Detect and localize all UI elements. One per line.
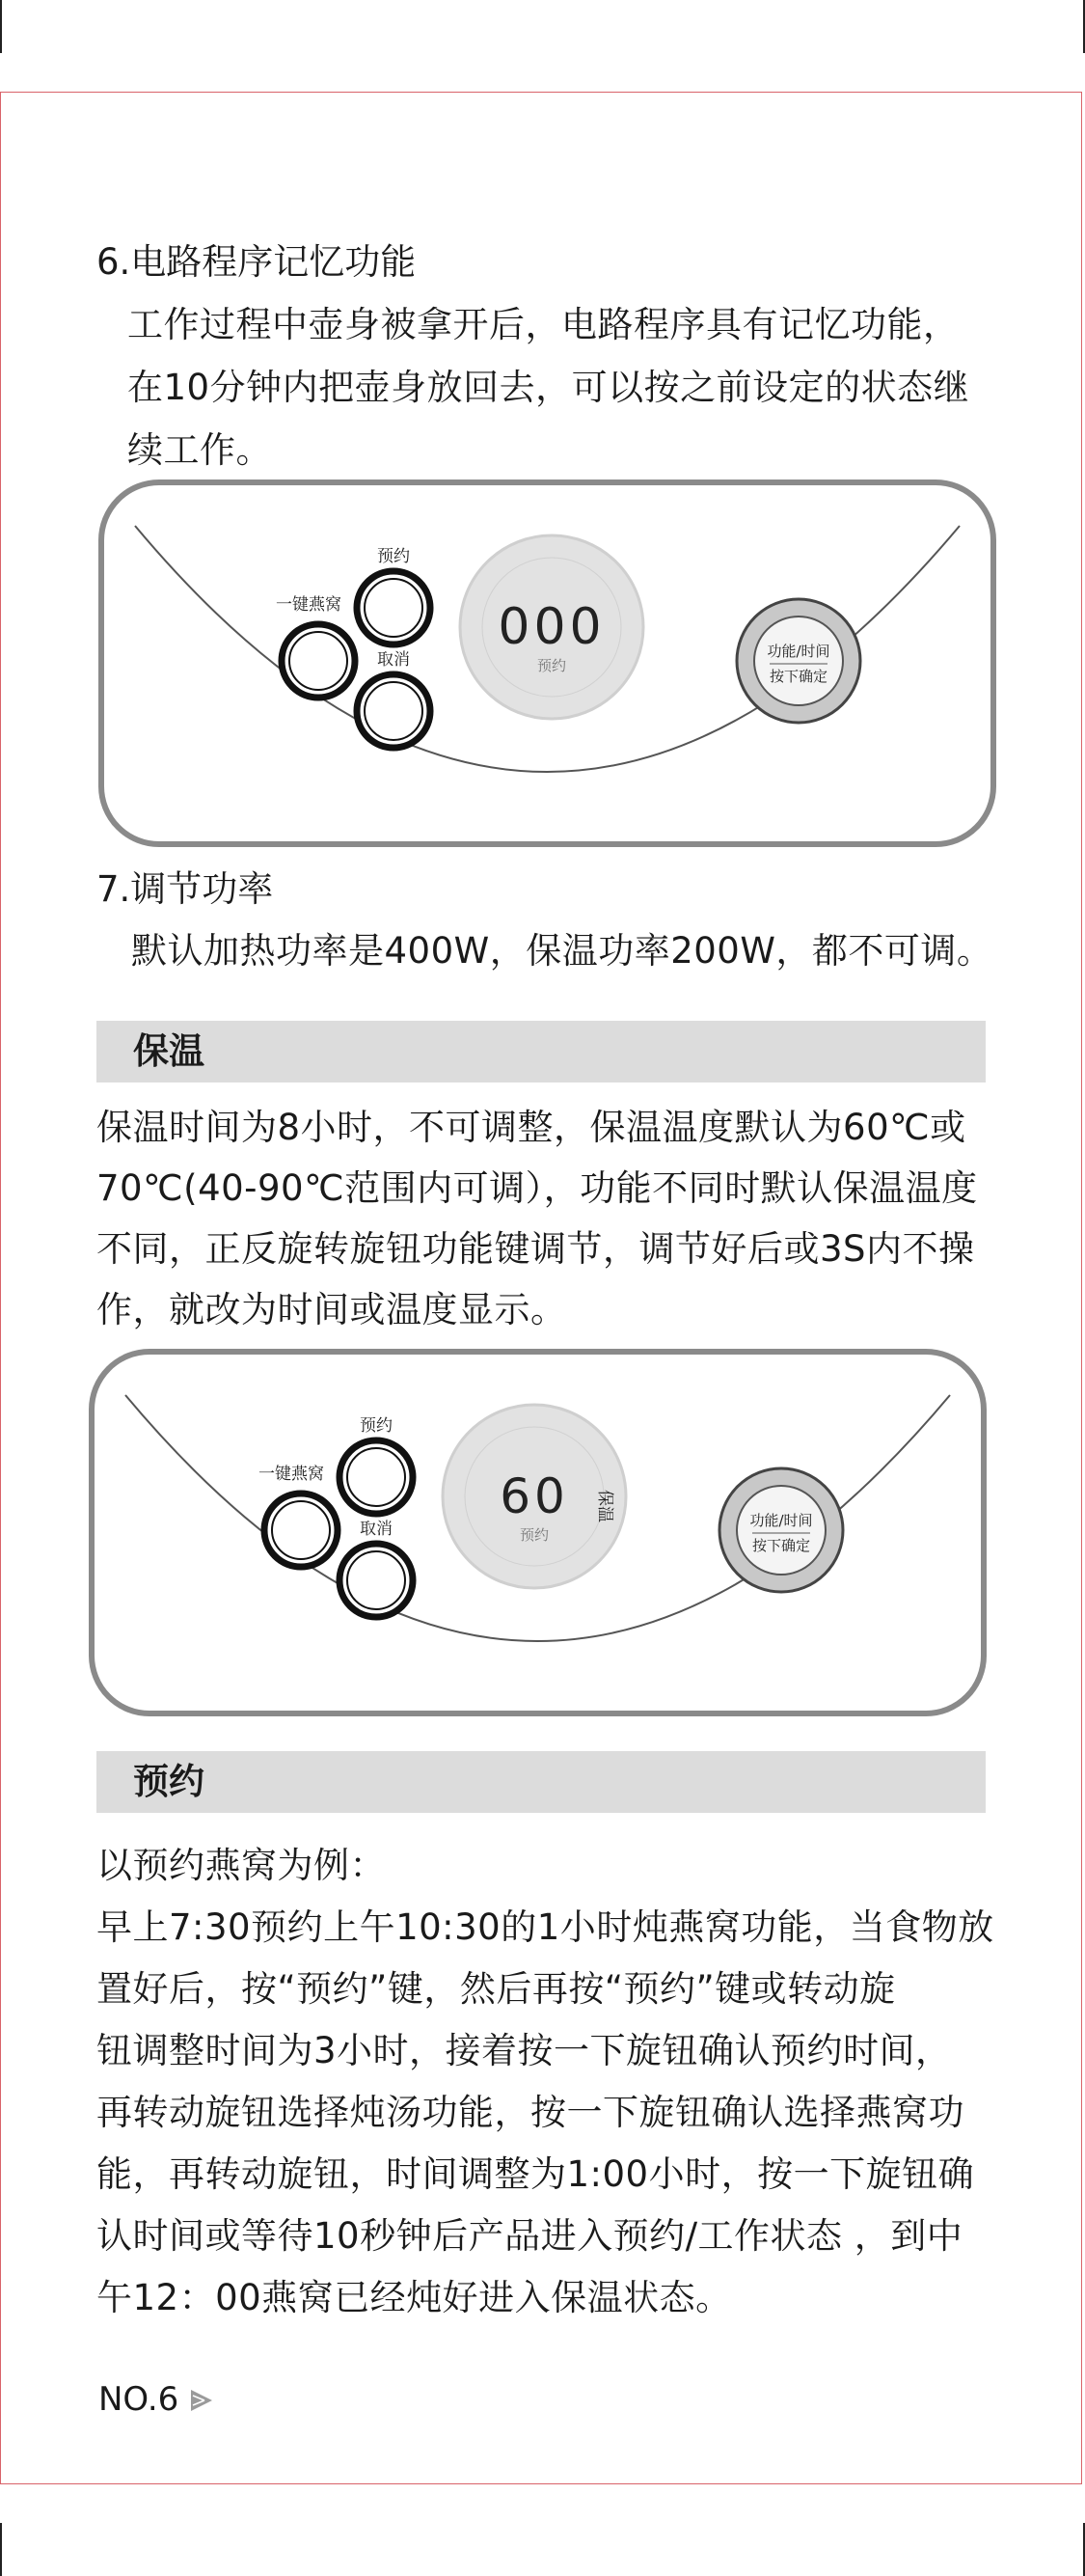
reservation-line: 认时间或等待10秒钟后产品进入预约/工作状态 ，到中: [96, 2215, 963, 2257]
keep-warm-line: 70℃(40-90℃范围内可调），功能不同时默认保温温度: [96, 1167, 978, 1209]
display-screen: [460, 535, 643, 719]
reservation-line: 钮调整时间为3小时，接着按一下旋钮确认预约时间，: [96, 2030, 952, 2071]
section-6-line: 续工作。: [127, 429, 272, 471]
page-number: [98, 2375, 214, 2424]
reservation-heading: 预约: [133, 1761, 204, 1802]
display-digits: 000: [498, 598, 606, 656]
cancel-button-label: 取消: [377, 650, 410, 670]
keep-warm-line: 不同，正反旋转旋钮功能键调节，调节好后或3S内不操: [96, 1228, 975, 1270]
section-6-title: 6.电路程序记忆功能: [96, 241, 417, 283]
section-7-line: 默认加热功率是400W，保温功率200W，都不可调。: [131, 930, 993, 972]
control-panel-diagram-2: [87, 1347, 989, 1718]
display-screen: [443, 1405, 626, 1588]
section-7-title: 7.调节功率: [96, 868, 274, 910]
knob-label-bottom: 按下确定: [751, 1537, 811, 1554]
bird-nest-button-label: 一键燕窝: [258, 1465, 324, 1484]
page-number-label: NO.6: [98, 2380, 179, 2419]
crop-mark: [0, 2523, 2, 2576]
reservation-line: 能，再转动旋钮，时间调整为1:00小时，按一下旋钮确: [96, 2153, 975, 2195]
control-panel-diagram-1: [96, 478, 998, 849]
reserve-button-label: 预约: [377, 547, 410, 566]
keep-warm-line: 保温时间为8小时，不可调整，保温温度默认为60℃或: [96, 1107, 966, 1148]
display-sub-label: 预约: [519, 1526, 550, 1544]
reservation-line: 再转动旋钮选择炖汤功能，按一下旋钮确认选择燕窝功: [96, 2092, 964, 2133]
reservation-line: 午12：00燕窝已经炖好进入保温状态。: [96, 2277, 732, 2318]
knob-label-bottom: 按下确定: [769, 668, 828, 685]
display-digits: 60: [500, 1468, 569, 1524]
arrow-right-icon: [189, 2388, 214, 2413]
cancel-button-label: 取消: [360, 1520, 393, 1539]
reserve-button-label: 预约: [360, 1416, 393, 1436]
bird-nest-button-label: 一键燕窝: [276, 595, 341, 615]
reservation-line: 早上7:30预约上午10:30的1小时炖燕窝功能，当食物放: [96, 1906, 994, 1948]
keep-warm-heading: 保温: [133, 1030, 204, 1072]
section-band-reservation: [96, 1751, 986, 1813]
section-6-line: 在10分钟内把壶身放回去，可以按之前设定的状态继: [127, 367, 970, 408]
keep-warm-line: 作，就改为时间或温度显示。: [96, 1289, 567, 1330]
function-knob[interactable]: [737, 599, 860, 723]
reservation-line: 置好后，按“预约”键，然后再按“预约”键或转动旋: [96, 1968, 896, 2010]
section-band-keep-warm: [96, 1021, 986, 1082]
knob-label-top: 功能/时间: [767, 643, 830, 660]
display-sub-label: 预约: [536, 657, 567, 674]
display-keep-warm-indicator: 保温: [595, 1490, 614, 1522]
section-6-line: 工作过程中壶身被拿开后，电路程序具有记忆功能，: [127, 304, 960, 345]
reservation-intro: 以预约燕窝为例：: [96, 1845, 386, 1886]
function-knob[interactable]: [719, 1468, 843, 1592]
crop-mark: [0, 0, 2, 53]
knob-label-top: 功能/时间: [749, 1512, 813, 1529]
